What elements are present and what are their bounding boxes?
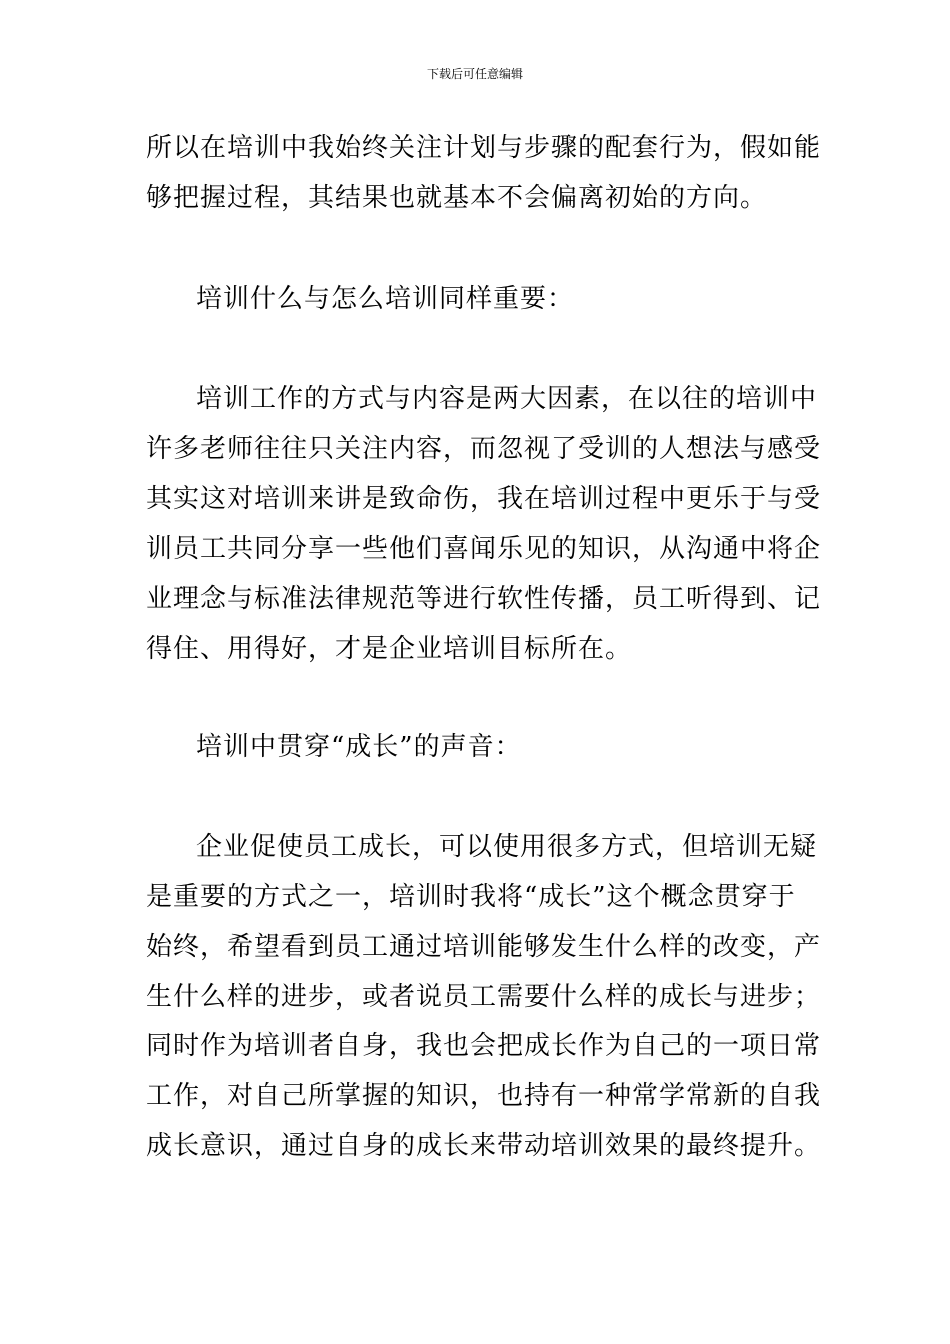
paragraph-line: 许多老师往往只关注内容，而忽视了受训的人想法与感受 [146, 434, 822, 464]
paragraph-line: 始终，希望看到员工通过培训能够发生什么样的改变，产 [146, 932, 822, 962]
paragraph-line: 其实这对培训来讲是致命伤，我在培训过程中更乐于与受 [146, 484, 822, 514]
paragraph-line: 训员工共同分享一些他们喜闻乐见的知识，从沟通中将企 [146, 534, 822, 564]
paragraph-line: 培训工作的方式与内容是两大因素，在以往的培训中 [196, 384, 818, 414]
paragraph-line: 够把握过程，其结果也就基本不会偏离初始的方向。 [146, 183, 768, 213]
paragraph-line: 所以在培训中我始终关注计划与步骤的配套行为，假如能 [146, 133, 822, 163]
paragraph-line: 企业促使员工成长，可以使用很多方式，但培训无疑 [196, 832, 818, 862]
paragraph-line: 业理念与标准法律规范等进行软性传播，员工听得到、记 [146, 584, 822, 614]
paragraph-line: 工作，对自己所掌握的知识，也持有一种常学常新的自我 [146, 1081, 822, 1111]
page-header: 下载后可任意编辑 [426, 67, 523, 81]
paragraph-line: 成长意识，通过自身的成长来带动培训效果的最终提升。 [146, 1131, 822, 1161]
paragraph-line: 得住、用得好，才是企业培训目标所在。 [146, 634, 633, 664]
paragraph-line: 是重要的方式之一，培训时我将“成长”这个概念贯穿于 [146, 882, 796, 912]
paragraph-line: 同时作为培训者自身，我也会把成长作为自己的一项日常 [146, 1031, 822, 1061]
section-heading: 培训中贯穿“成长”的声音： [196, 732, 522, 762]
paragraph-line: 生什么样的进步，或者说员工需要什么样的成长与进步； [146, 982, 822, 1012]
section-heading: 培训什么与怎么培训同样重要： [196, 284, 575, 314]
